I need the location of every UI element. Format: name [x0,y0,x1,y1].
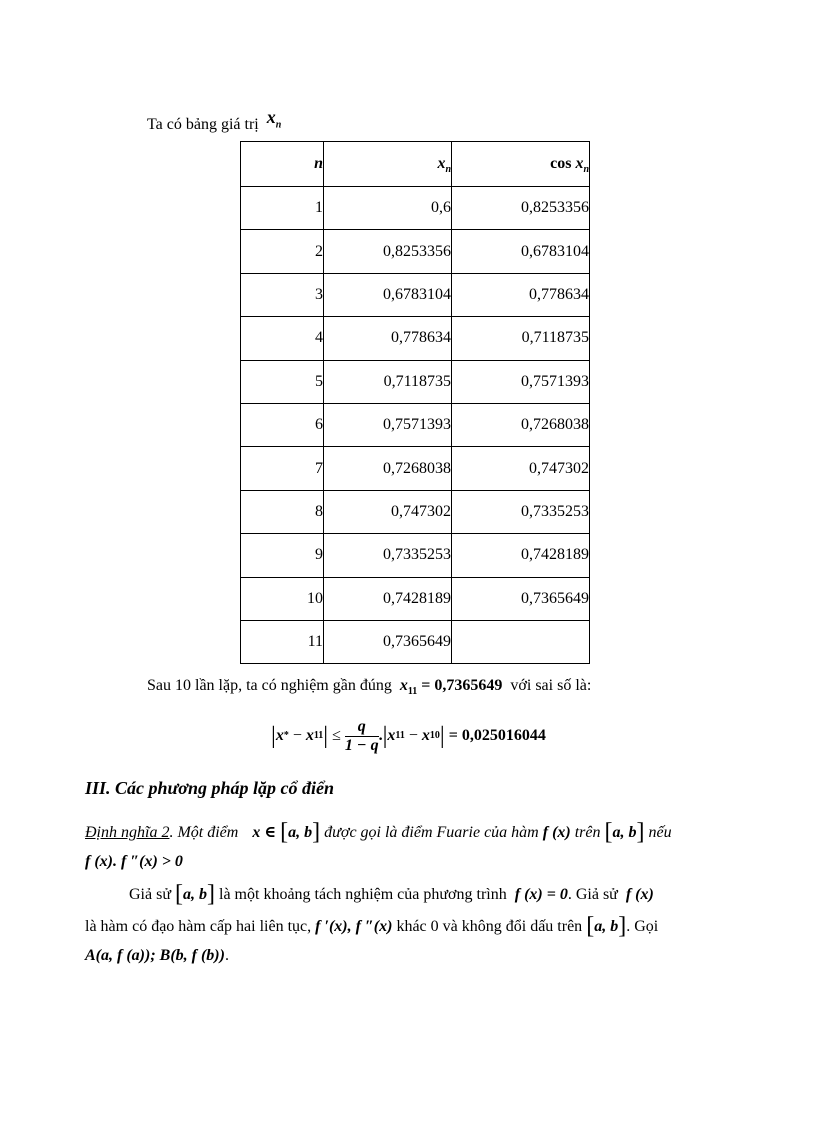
cell-x: 0,8253356 [324,230,452,273]
cell-x: 0,7365649 [324,620,452,663]
definition-condition-text: f (x). f ″(x) > 0 [85,853,183,870]
formula-minus2: − [408,727,418,744]
table-header-row [241,142,590,187]
abs-bar: | [382,723,388,749]
formula-dot: . [378,727,383,744]
cell-x: 0,6 [324,187,452,230]
cell-x: 0,6783104 [324,273,452,316]
cell-cos: 0,7335253 [452,490,590,533]
paragraph-line-3 [85,946,229,966]
intro-var-x: x [266,107,276,127]
cell-cos: 0,7571393 [452,360,590,403]
formula-minus: − [292,727,302,744]
header-cos-fn: cos [550,155,572,172]
cell-cos: 0,778634 [452,273,590,316]
cell-n: 7 [241,447,324,490]
cell-cos: 0,8253356 [452,187,590,230]
p3-points: A(a, f (a)); B(b, f (b)) [85,947,225,964]
table-row [241,230,590,273]
p2-text-b: khác 0 và không đổi dấu trên [396,918,583,935]
definition-interval-2: a, b [612,824,637,841]
definition-label: Định nghĩa 2 [85,824,170,841]
fraction-denominator: 1 − q [344,736,379,754]
formula-x10: x [421,727,430,744]
p1-text-c: . Giả sử [567,886,618,903]
cell-n: 8 [241,490,324,533]
table-row [241,317,590,360]
cell-x: 0,778634 [324,317,452,360]
formula-x-star: x [275,727,284,744]
paragraph-line-1 [129,881,654,907]
header-x-sub: n [445,164,451,176]
header-cos [452,142,590,187]
cell-n: 9 [241,534,324,577]
p2-interval: a, b [594,918,619,935]
intro-text: Ta có bảng giá trị [147,116,259,133]
definition-text-3: trên [574,824,601,841]
section-heading: III. Các phương pháp lặp cổ điển [85,778,334,798]
bracket-open: [ [175,881,183,907]
formula-fraction [345,718,379,755]
cell-n: 2 [241,230,324,273]
bracket-open: [ [604,819,613,845]
paragraph-line-2 [85,913,659,939]
result-line [147,676,591,696]
table-row [241,187,590,230]
cell-n: 5 [241,360,324,403]
formula-x11b: x [387,727,396,744]
table-row [241,577,590,620]
cell-n: 10 [241,577,324,620]
cell-cos: 0,6783104 [452,230,590,273]
cell-n: 4 [241,317,324,360]
result-text-1: Sau 10 lần lặp, ta có nghiệm gần đúng [147,677,392,694]
cell-x: 0,7428189 [324,577,452,620]
p2-derivatives: f ′(x), f ″(x) [315,918,393,935]
p2-text-a: là hàm có đạo hàm cấp hai liên tục, [85,918,312,935]
formula-x11: x [305,727,314,744]
bracket-close: ] [618,913,627,939]
cell-n: 3 [241,273,324,316]
p3-end: . [224,947,229,964]
bracket-close: ] [636,819,645,845]
table-row [241,490,590,533]
bracket-close: ] [207,881,215,907]
header-n [241,142,324,187]
cell-x: 0,7335253 [324,534,452,577]
formula-leq: ≤ [332,727,341,744]
error-formula: | x * − x 11 | ≤ $\frac{q}{1 - q}$ . | x 11 − x 10 | = 0,025016044 [271,717,546,754]
cell-cos: 0,7268038 [452,403,590,446]
table-row [241,534,590,577]
cell-cos: 0,7365649 [452,577,590,620]
p1-func: f (x) [625,886,654,903]
table-row [241,620,590,663]
abs-bar: | [439,723,445,749]
cell-x: 0,7118735 [324,360,452,403]
abs-bar: | [323,723,329,749]
definition-line [85,819,672,845]
cell-cos: 0,747302 [452,447,590,490]
header-cos-sub: n [583,164,589,176]
bracket-open: [ [586,913,595,939]
result-var-sub: 11 [407,686,418,698]
definition-func: f (x) [542,824,571,841]
definition-text-1: . Một điểm [169,824,239,841]
result-value: = 0,7365649 [421,677,503,694]
header-x-text: x [437,155,446,172]
cell-x: 0,7571393 [324,403,452,446]
p1-interval: a, b [183,886,207,903]
header-n-text: n [314,155,323,172]
p2-text-c: . Gọi [626,918,659,935]
intro-line [147,107,282,135]
table-row [241,273,590,316]
intro-var-sub: n [275,119,282,131]
cell-cos [452,620,590,663]
header-x [324,142,452,187]
definition-text-2: được gọi là điểm Fuarie của hàm [324,824,539,841]
bracket-close: ] [312,819,321,845]
bracket-open: [ [280,819,289,845]
result-var: x [399,677,408,694]
cell-x: 0,747302 [324,490,452,533]
p1-text-b: là một khoảng tách nghiệm của phương trình [219,886,507,903]
p1-equation: f (x) = 0 [514,886,568,903]
definition-expr: x ∈ [252,824,277,841]
cell-n: 1 [241,187,324,230]
definition-text-4: nếu [648,824,672,841]
cell-n: 6 [241,403,324,446]
values-table [240,141,590,664]
intro-var [266,107,282,131]
result-text-2: với sai số là: [510,677,592,694]
p1-text-a: Giả sử [129,886,171,903]
header-cos-var: x [575,155,584,172]
definition-interval: a, b [288,824,313,841]
table-row [241,360,590,403]
table-row [241,403,590,446]
abs-bar: | [271,723,276,749]
table-row [241,447,590,490]
cell-cos: 0,7428189 [452,534,590,577]
formula-result: = 0,025016044 [448,727,546,744]
cell-cos: 0,7118735 [452,317,590,360]
definition-condition [85,852,183,872]
cell-n: 11 [241,620,324,663]
cell-x: 0,7268038 [324,447,452,490]
fraction-numerator: q [345,718,379,737]
